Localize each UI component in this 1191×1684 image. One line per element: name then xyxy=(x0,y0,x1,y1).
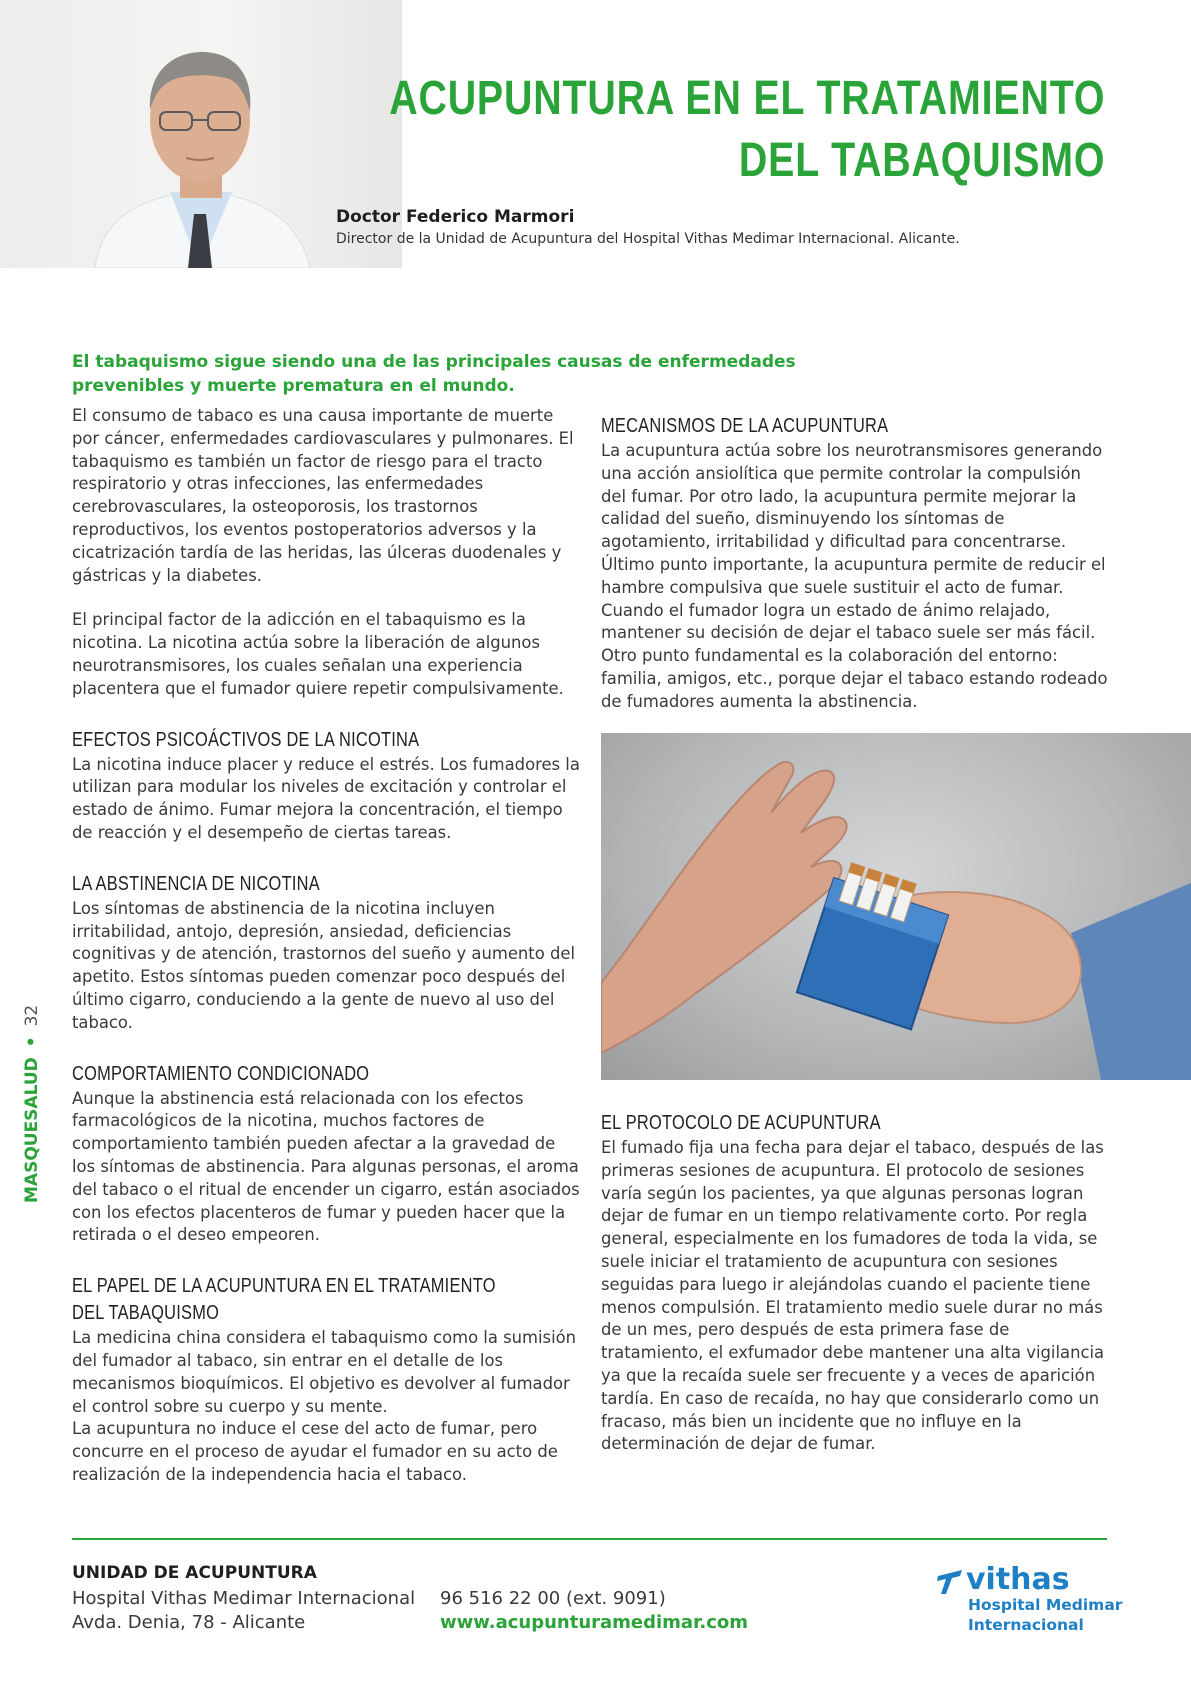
footer-website-link[interactable]: www.acupunturamedimar.com xyxy=(440,1612,749,1633)
article-title-line2: DEL TABAQUISMO xyxy=(738,134,1105,187)
article-title xyxy=(389,68,1105,192)
article-title-line1: ACUPUNTURA EN EL TRATAMIENTO xyxy=(388,72,1105,125)
side-brand-page-number xyxy=(22,1005,42,1203)
author-role: Director de la Unidad de Acupuntura del Hospital Vithas Medimar Internacional. Alicante. xyxy=(336,231,960,247)
lead-paragraph: El tabaquismo sigue siendo una de las principales causas de enfermedades prevenibles y muerte prematura en el mundo. xyxy=(72,352,796,396)
footer-divider xyxy=(72,1538,1107,1540)
heading-protocolo: EL PROTOCOLO DE ACUPUNTURA xyxy=(601,1112,881,1134)
refusing-cigarettes-photo xyxy=(601,733,1191,1080)
heading-efectos: EFECTOS PSICOÁCTIVOS DE LA NICOTINA xyxy=(72,728,420,751)
vithas-logo-subtitle xyxy=(968,1595,1122,1635)
paragraph-comportamiento: Aunque la abstinencia está relacionada con los efectos farmacológicos de la nicotina, muchos factores de comportamiento también pueden afectar a la gravedad de los síntomas de abstinencia. Para algunas personas, el aroma del tabaco o el ritual de encender un cigarro, están asociados con los efectos placenteros de fumar y pueden hacer que la retirada o el deseo empeoren. xyxy=(72,1088,580,1245)
intro-paragraph-2: El principal factor de la adicción en el tabaquismo es la nicotina. La nicotina actúa sobre la liberación de algunos neurotransmisores, los cuales señalan una experiencia placentera que el fumador quiere repetir compulsivamente. xyxy=(72,610,564,698)
footer-phone: 96 516 22 00 (ext. 9091) xyxy=(440,1588,666,1609)
heading-mecanismos: MECANISMOS DE LA ACUPUNTURA xyxy=(601,415,889,437)
doctor-portrait-photo xyxy=(0,0,402,268)
refusing-cigarettes-illustration xyxy=(601,733,1191,1080)
heading-abstinencia: LA ABSTINENCIA DE NICOTINA xyxy=(72,872,320,895)
magazine-brand: MASQUESALUD xyxy=(22,1057,42,1203)
paragraph-efectos: La nicotina induce placer y reduce el estrés. Los fumadores la utilizan para modular los niveles de excitación y controlar el estado de ánimo. Fumar mejora la concentración, el tiempo de reacción y el desempeño de ciertas tareas. xyxy=(72,754,580,842)
footer-address: Avda. Denia, 78 - Alicante xyxy=(72,1612,306,1633)
footer-hospital: Hospital Vithas Medimar Internacional xyxy=(72,1588,416,1609)
page-number: 32 xyxy=(22,1004,42,1027)
paragraph-protocolo: El fumado fija una fecha para dejar el tabaco, después de las primeras sesiones de acupuntura. El protocolo de sesiones varía según los pacientes, ya que algunas personas logran dejar de fumar en un tiempo relativamente corto. Por regla general, especialmente en los fumadores de toda la vida, se suele iniciar el tratamiento de acupuntura con sesiones seguidas para luego ir alejándolas cuando el paciente tiene menos compulsión. El tratamiento medio suele durar no más de un mes, pero después de esta primera fase de tratamiento, el exfumador debe mantener una alta vigilancia ya que la recaída suele ser frecuente y a veces de aparición tardía. En caso de recaída, no hay que considerarlo como un fracaso, más bien un incidente que no influye en la determinación de dejar de fumar. xyxy=(601,1138,1105,1454)
vithas-logo-icon xyxy=(934,1566,966,1600)
intro-paragraph-1: El consumo de tabaco es una causa importante de muerte por cáncer, enfermedades cardiovasculares y pulmonares. El tabaquismo es también un factor de riesgo para el tracto respiratorio y otras infecciones, las enfermedades cerebrovasculares, la osteoporosis, los trastornos reproductivos, los eventos postoperatorios adversos y la cicatrización tardía de las heridas, las úlceras duodenales y gástricas y la diabetes. xyxy=(72,406,574,585)
paragraph-abstinencia: Los síntomas de abstinencia de la nicotina incluyen irritabilidad, antojo, depresión, ansiedad, deficiencias cognitivas y de atención, trastornos del sueño y aumento del apetito. Estos síntomas pueden comenzar poco después del último cigarro, conduciendo a la gente de nuevo al uso del tabaco. xyxy=(72,898,576,1032)
logo-subtitle-line1: Hospital Medimar xyxy=(968,1596,1123,1614)
heading-papel-line1: EL PAPEL DE LA ACUPUNTURA EN EL TRATAMIENTO xyxy=(72,1275,496,1298)
footer-unit-title: UNIDAD DE ACUPUNTURA xyxy=(72,1563,317,1583)
right-column-bottom xyxy=(601,1110,1109,1456)
paragraph-papel-2: La acupuntura no induce el cese del acto de fumar, pero concurre en el proceso de ayudar el fumador en su acto de realización de la independencia hacia el tabaco. xyxy=(72,1419,558,1484)
doctor-portrait-illustration xyxy=(0,0,402,268)
vithas-logo-word: vithas xyxy=(966,1562,1070,1597)
separator-dot: • xyxy=(22,1036,42,1048)
right-column-top xyxy=(601,413,1109,714)
heading-comportamiento: COMPORTAMIENTO CONDICIONADO xyxy=(72,1062,370,1085)
left-column xyxy=(72,405,582,1487)
paragraph-papel-1: La medicina china considera el tabaquismo como la sumisión del fumador al tabaco, sin entrar en el detalle de los mecanismos bioquímicos. El objetivo es devolver al fumador el control sobre su cuerpo y su mente. xyxy=(72,1328,577,1416)
author-name: Doctor Federico Marmori xyxy=(336,207,575,227)
logo-subtitle-line2: Internacional xyxy=(968,1616,1084,1634)
heading-papel-line2: DEL TABAQUISMO xyxy=(72,1302,220,1325)
paragraph-mecanismos: La acupuntura actúa sobre los neurotransmisores generando una acción ansiolítica que permite controlar la compulsión del fumar. Por otro lado, la acupuntura permite mejorar la calidad del sueño, disminuyendo los síntomas de agotamiento, irritabilidad y dificultad para concentrarse. Último punto importante, la acupuntura permite de reducir el hambre compulsiva que suele sustituir el acto de fumar. Cuando el fumador logra un estado de ánimo relajado, mantener su decisión de dejar el tabaco suele ser más fácil. Otro punto fundamental es la colaboración del entorno: familia, amigos, etc., porque dejar el tabaco estando rodeado de fumadores aumenta la abstinencia. xyxy=(601,441,1108,711)
